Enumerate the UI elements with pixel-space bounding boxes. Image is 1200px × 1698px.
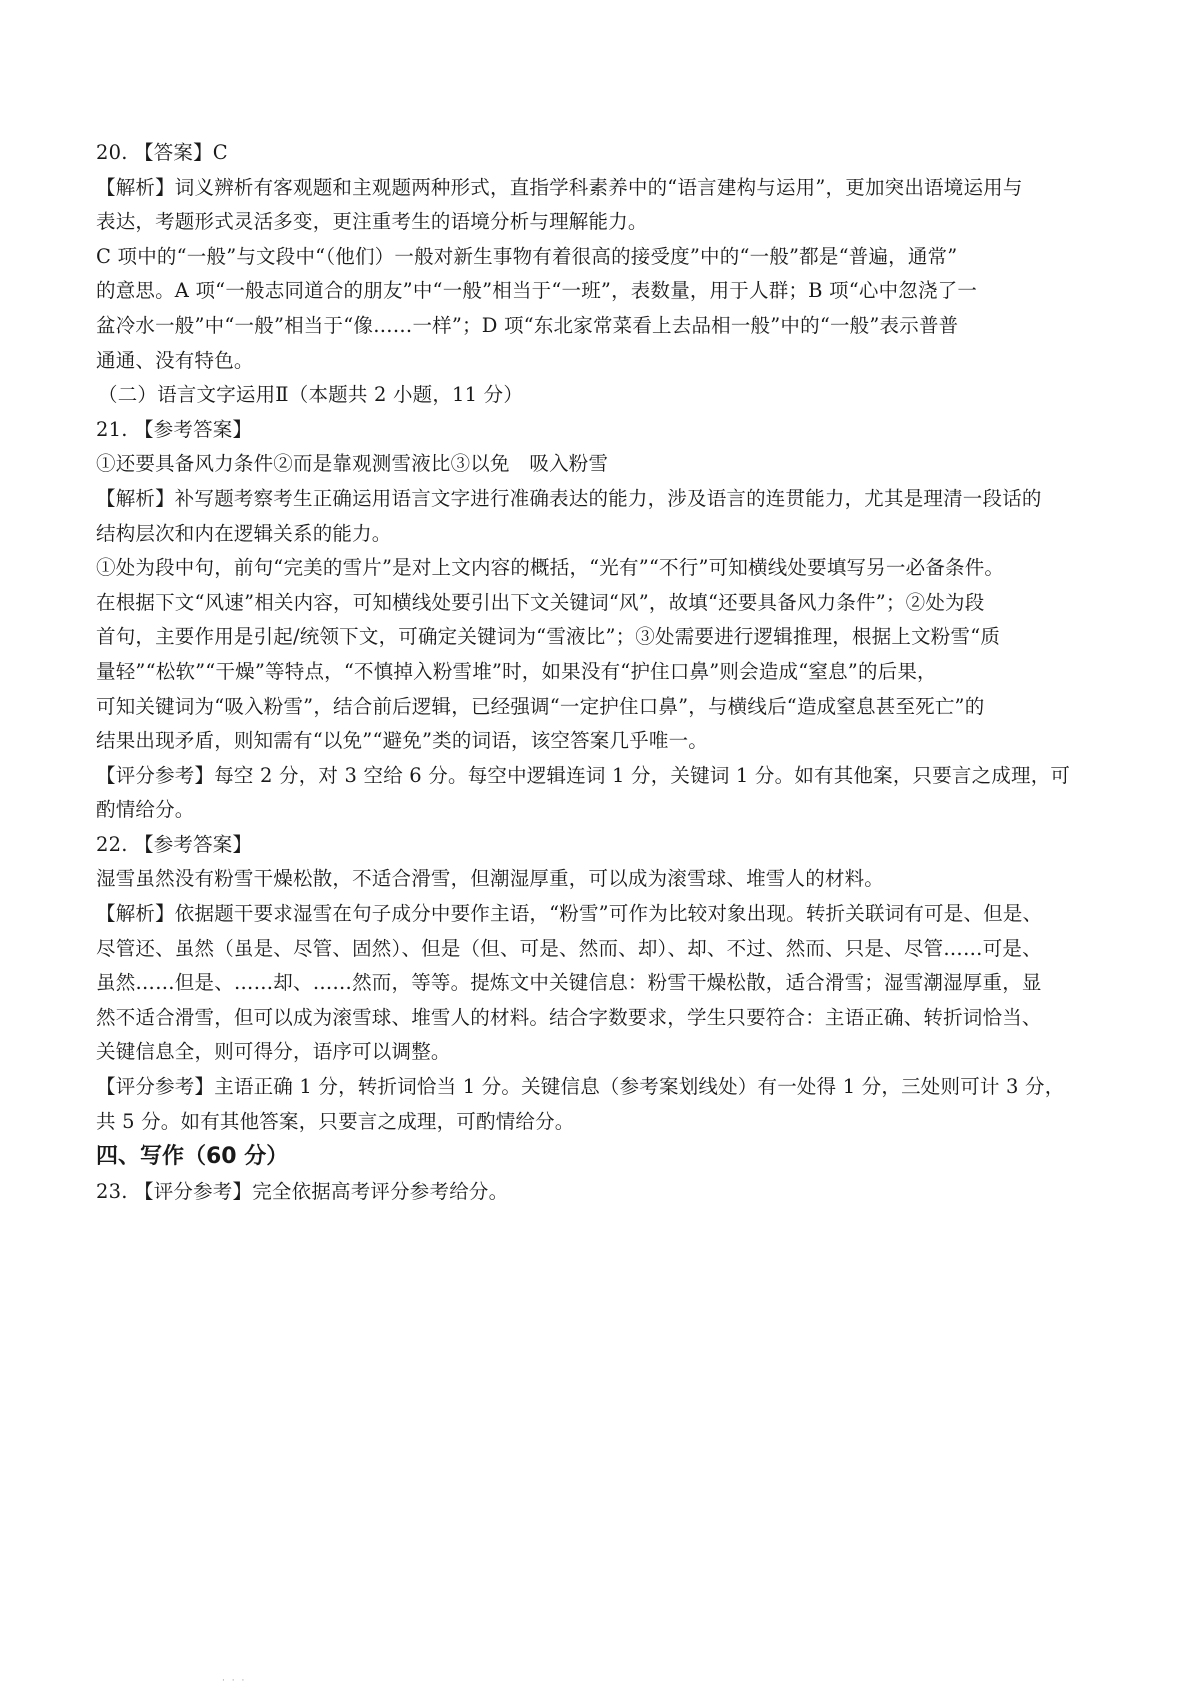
q21-answer-label: 21. 【参考答案】 [96, 417, 253, 441]
q22-scoring-line: 【评分参考】主语正确 1 分，转折词恰当 1 分。关键信息（参考案划线处）有一处得 1 分，三处则可计 3 分， [96, 1075, 1065, 1099]
q20-analysis-line: 盆冷水一般”中“一般”相当于“像……一样”；D 项“东北家常菜看上去品相一般”中的“一般”表示普普 [96, 313, 959, 337]
q20-analysis-line: 通通、没有特色。 [96, 348, 254, 372]
q22-analysis-line: 【解析】依据题干要求湿雪在句子成分中要作主语，“粉雪”可作为比较对象出现。转折关联词有可是、但是、 [96, 902, 1043, 926]
q22-analysis-line: 尽管还、虽然（虽是、尽管、固然）、但是（但、可是、然而、却）、却、不过、然而、只是、尽管……可是、 [96, 936, 1042, 960]
q20-answer: 20. 【答案】C [96, 141, 228, 164]
q21-analysis-line: 结果出现矛盾，则知需有“以免”“避免”类的词语，该空答案几乎唯一。 [96, 729, 708, 753]
q22-scoring-line: 共 5 分。如有其他答案，只要言之成理，可酌情给分。 [96, 1109, 575, 1133]
q21-analysis-line: ①处为段中句，前句“完美的雪片”是对上文内容的概括，“光有”“不行”可知横线处要填写另一必备条件。 [96, 556, 1005, 580]
q21-analysis-line: 【解析】补写题考察考生正确运用语言文字进行准确表达的能力，涉及语言的连贯能力，尤其是理清一段话的 [96, 486, 1042, 510]
q20-analysis-line: 表达，考题形式灵活多变，更注重考生的语境分析与理解能力。 [96, 210, 648, 234]
q22-answer: 湿雪虽然没有粉雪干燥松散，不适合滑雪，但潮湿厚重，可以成为滚雪球、堆雪人的材料。 [96, 867, 885, 891]
q21-scoring-line: 【评分参考】每空 2 分，对 3 空给 6 分。每空中逻辑连词 1 分，关键词 1 分。如有其他案，只要言之成理，可 [96, 763, 1071, 787]
q22-answer-label: 22. 【参考答案】 [96, 832, 253, 856]
q21-analysis-line: 在根据下文“风速”相关内容，可知横线处要引出下文关键词“风”，故填“还要具备风力条件”；②处为段 [96, 590, 985, 614]
q21-analysis-line: 量轻”“松软”“干燥”等特点，“不慎掉入粉雪堆”时，如果没有“护住口鼻”则会造成“窒息”的后果， [96, 659, 937, 683]
subsection-title: （二）语言文字运用Ⅱ（本题共 2 小题，11 分） [98, 383, 524, 407]
q22-analysis-line: 虽然……但是、……却、……然而，等等。提炼文中关键信息：粉雪干燥松散，适合滑雪；湿雪潮湿厚重，显 [96, 971, 1042, 995]
document-body [96, 136, 1112, 1210]
footer-mark: · · · [222, 1676, 247, 1686]
q21-answer: ①还要具备风力条件②而是靠观测雪液比③以免 吸入粉雪 [96, 452, 609, 476]
q21-analysis-line: 结构层次和内在逻辑关系的能力。 [96, 521, 392, 545]
section-heading-writing: 四、写作（60 分） [96, 1144, 289, 1170]
q20-analysis-line: 【解析】词义辨析有客观题和主观题两种形式，直指学科素养中的“语言建构与运用”，更加突出语境运用与 [96, 175, 1023, 199]
q21-scoring-line: 酌情给分。 [96, 798, 195, 822]
q21-analysis-line: 可知关键词为“吸入粉雪”，结合前后逻辑，已经强调“一定护住口鼻”，与横线后“造成窒息甚至死亡”的 [96, 694, 985, 718]
q20-analysis-line: 的意思。A 项“一般志同道合的朋友”中“一般”相当于“一班”，表数量，用于人群；B 项“心中忽浇了一 [96, 279, 978, 303]
q20-analysis-line: C 项中的“一般”与文段中“（他们）一般对新生事物有着很高的接受度”中的“一般”都是“普遍，通常” [96, 244, 958, 268]
q21-analysis-line: 首句，主要作用是引起/统领下文，可确定关键词为“雪液比”；③处需要进行逻辑推理，根据上文粉雪“质 [96, 625, 1001, 649]
q22-analysis-line: 关键信息全，则可得分，语序可以调整。 [96, 1040, 451, 1064]
q22-analysis-line: 然不适合滑雪，但可以成为滚雪球、堆雪人的材料。结合字数要求，学生只要符合：主语正确、转折词恰当、 [96, 1005, 1042, 1029]
q23-scoring: 23. 【评分参考】完全依据高考评分参考给分。 [96, 1180, 509, 1204]
